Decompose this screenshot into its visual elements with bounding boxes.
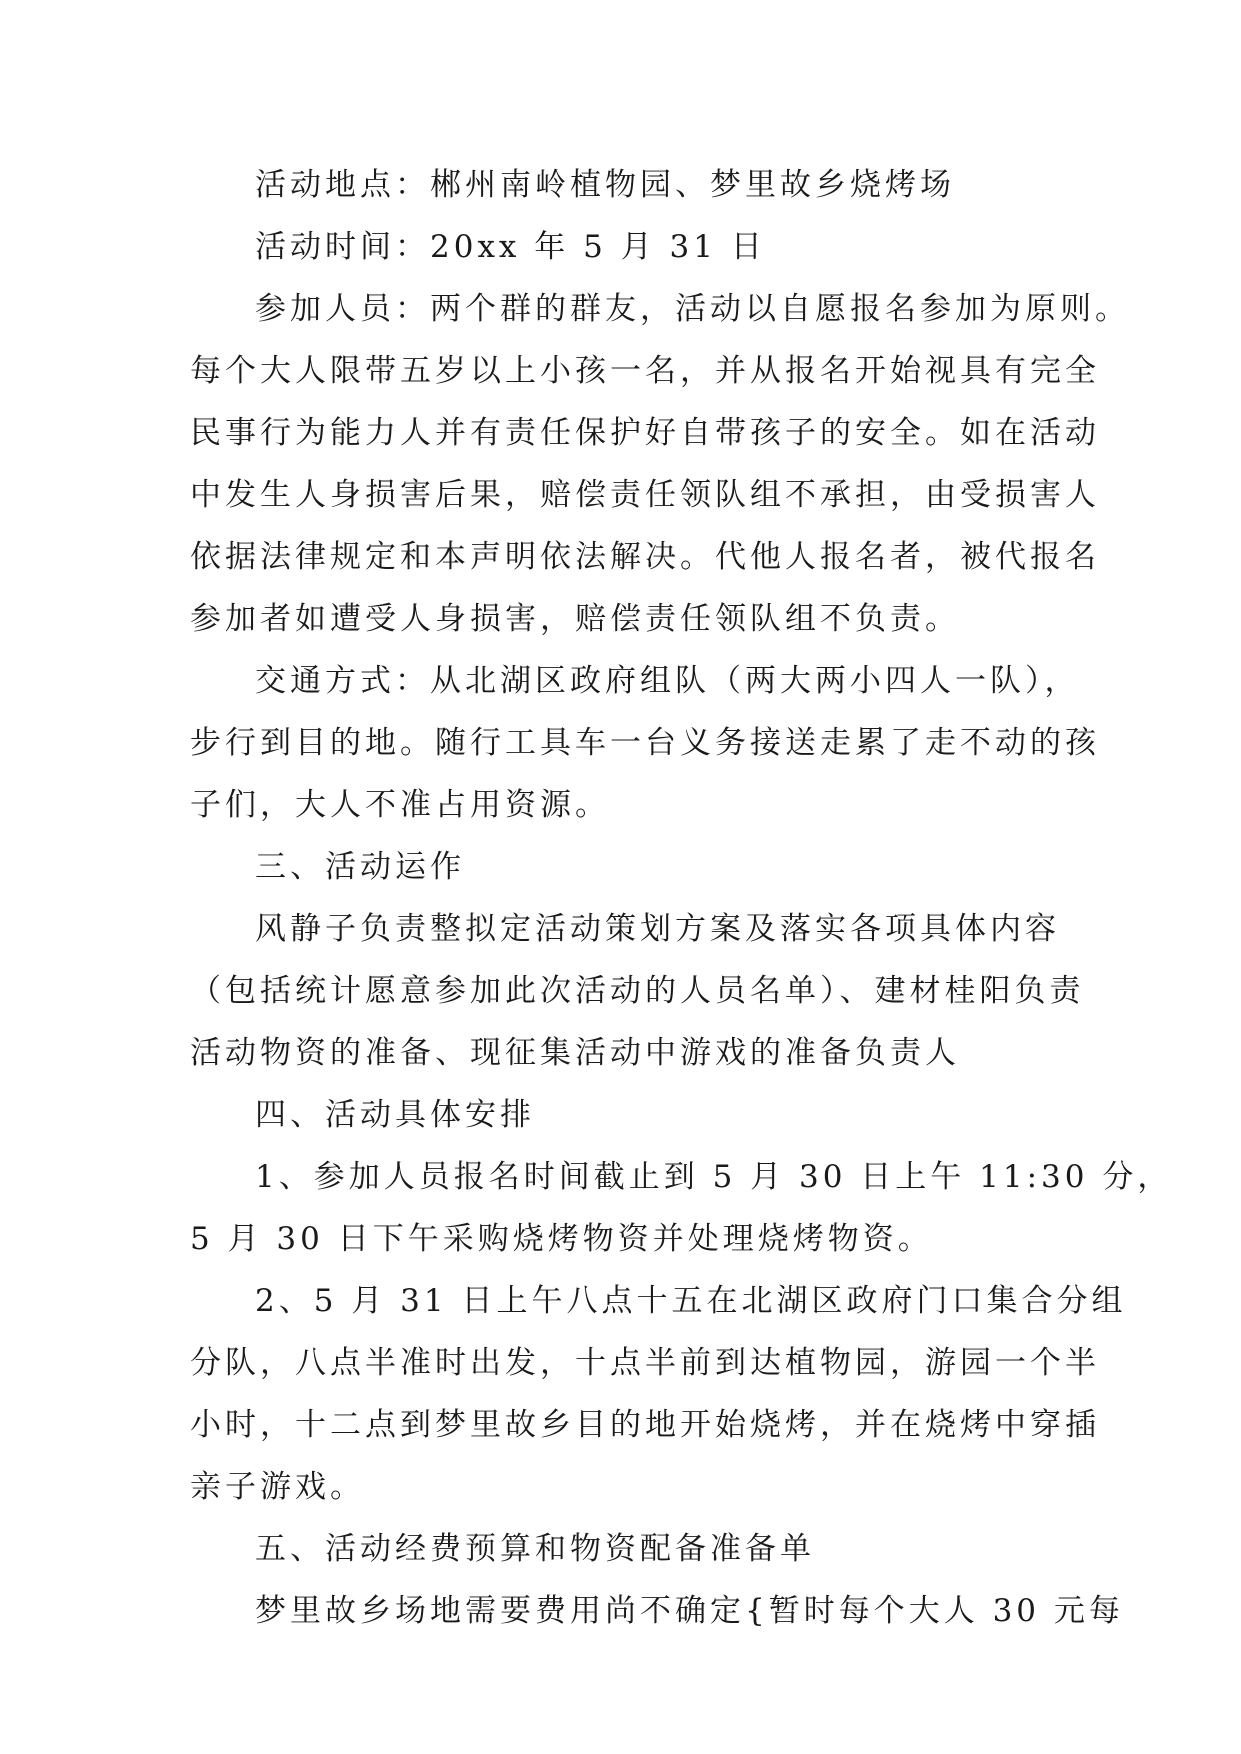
text-line: （包括统计愿意参加此次活动的人员名单）、建材桂阳负责 [190, 973, 1085, 1009]
text-line: 亲子游戏。 [190, 1469, 365, 1505]
section-heading-budget: 五、活动经费预算和物资配备准备单 [255, 1531, 815, 1567]
text-line: 依据法律规定和本声明依法解决。代他人报名者，被代报名 [190, 539, 1100, 575]
text-line-time: 活动时间：20xx 年 5 月 31 日 [255, 229, 766, 265]
text-line: 参加者如遭受人身损害，赔偿责任领队组不负责。 [190, 601, 960, 637]
text-line: 5 月 30 日下午采购烧烤物资并处理烧烤物资。 [190, 1221, 933, 1257]
text-line: 小时，十二点到梦里故乡目的地开始烧烤，并在烧烤中穿插 [190, 1407, 1100, 1443]
text-line: 民事行为能力人并有责任保护好自带孩子的安全。如在活动 [190, 415, 1100, 451]
text-line-location: 活动地点：郴州南岭植物园、梦里故乡烧烤场 [255, 167, 955, 203]
text-line-participants: 参加人员：两个群的群友，活动以自愿报名参加为原则。 [255, 291, 1130, 327]
text-line: 分队，八点半准时出发，十点半前到达植物园，游园一个半 [190, 1345, 1100, 1381]
text-line: 步行到目的地。随行工具车一台义务接送走累了走不动的孩 [190, 725, 1100, 761]
text-line: 活动物资的准备、现征集活动中游戏的准备负责人 [190, 1035, 960, 1071]
text-line: 1、参加人员报名时间截止到 5 月 30 日上午 11:30 分， [255, 1159, 1173, 1195]
text-line-transport: 交通方式：从北湖区政府组队（两大两小四人一队）， [255, 663, 1080, 699]
text-line: 中发生人身损害后果，赔偿责任领队组不承担，由受损害人 [190, 477, 1100, 513]
text-line: 风静子负责整拟定活动策划方案及落实各项具体内容 [255, 911, 1060, 947]
text-line: 子们，大人不准占用资源。 [190, 787, 610, 823]
section-heading-operation: 三、活动运作 [255, 849, 465, 885]
section-heading-schedule: 四、活动具体安排 [255, 1097, 535, 1133]
text-line: 2、5 月 31 日上午八点十五在北湖区政府门口集合分组 [255, 1283, 1127, 1319]
text-line: 梦里故乡场地需要费用尚不确定{暂时每个大人 30 元每 [255, 1593, 1124, 1629]
text-line: 每个大人限带五岁以上小孩一名，并从报名开始视具有完全 [190, 353, 1100, 389]
